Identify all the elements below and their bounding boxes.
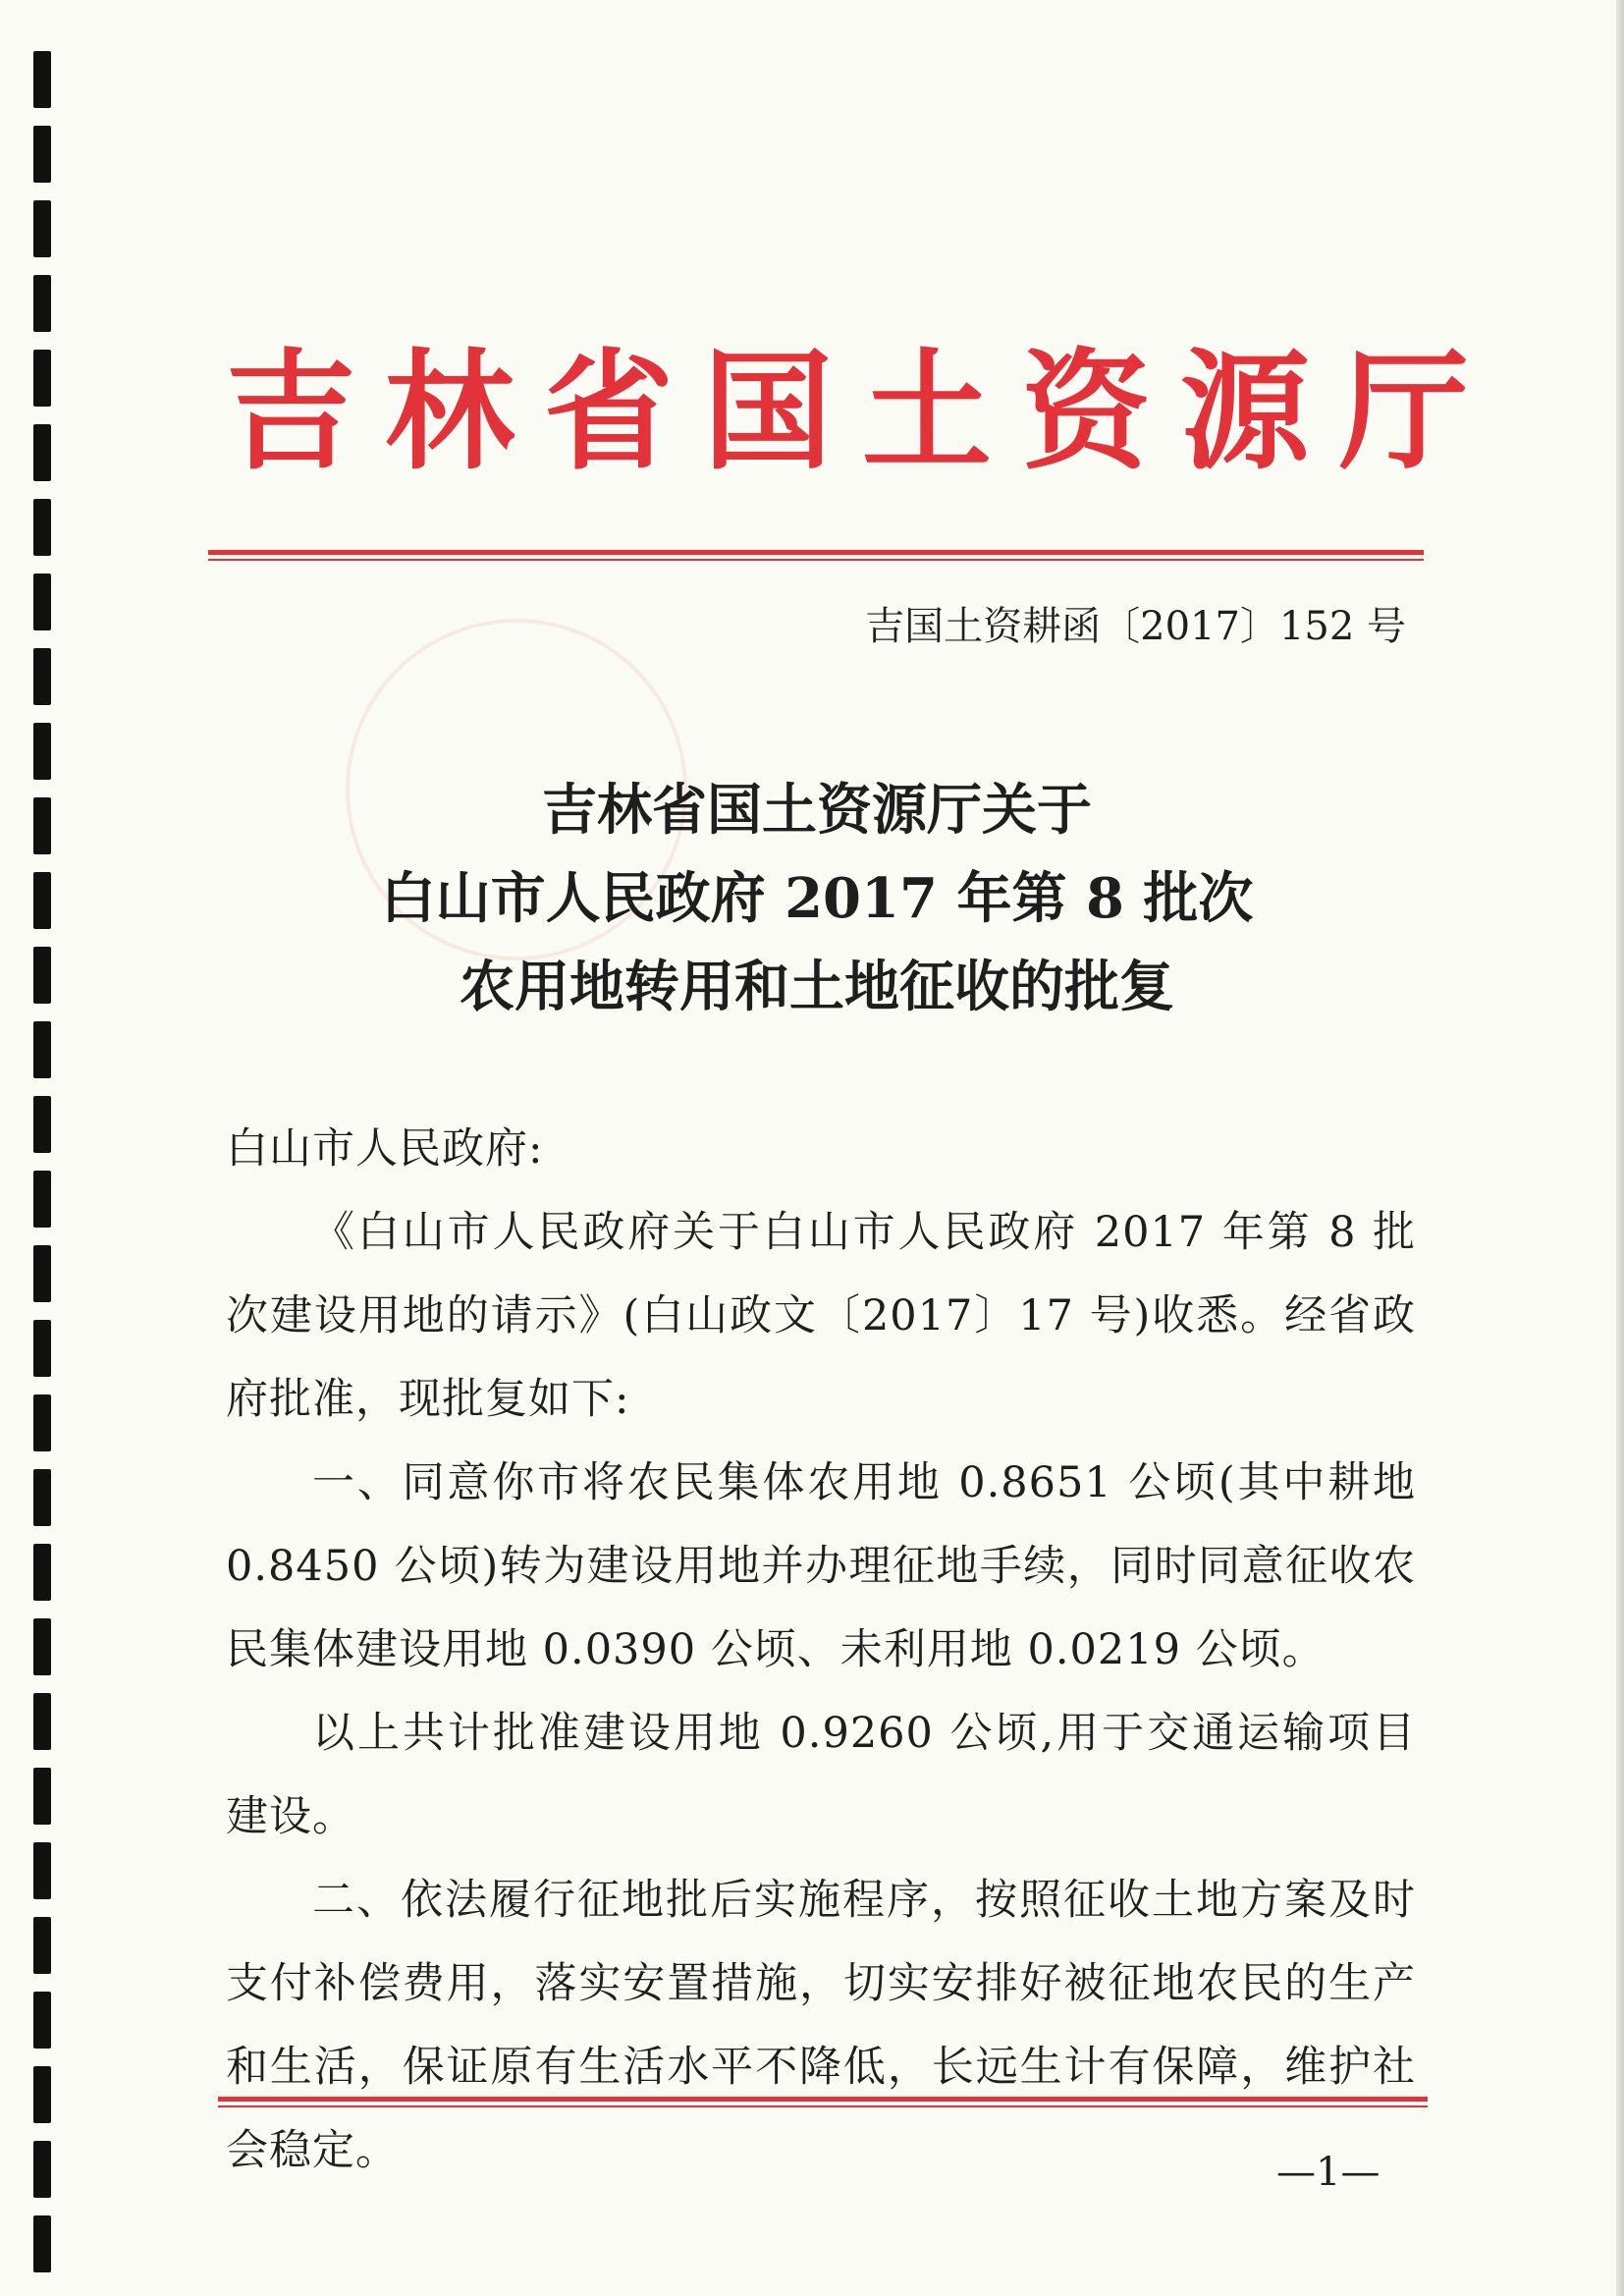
paragraph-request-received: 《白山市人民政府关于白山市人民政府 2017 年第 8 批次建设用地的请示》(白山政文〔2017〕17 号)收悉。经省政府批准，现批复如下: <box>226 1208 1416 1424</box>
masthead-red-rule <box>208 550 1424 562</box>
masthead-title: 吉林省国土资源厅 <box>226 336 1498 488</box>
title-line-1: 吉林省国土资源厅关于 <box>542 778 1092 843</box>
paragraph-approval-item-2: 二、依法履行征地批后实施程序，按照征收土地方案及时支付补偿费用，落实安置措施，切实安排好被征地农民的生产和生活，保证原有生活水平不降低，长远生计有保障，维护社会稳定。 <box>226 1876 1416 2175</box>
document-title <box>228 766 1406 1031</box>
page-edge-shadow <box>1616 0 1624 2296</box>
document-number: 吉国土资耕函〔2017〕152 号 <box>865 604 1406 649</box>
salutation: 白山市人民政府: <box>226 1124 544 1174</box>
paragraph-total-approved: 以上共计批准建设用地 0.9260 公顷,用于交通运输项目建设。 <box>226 1709 1416 1841</box>
title-line-2: 白山市人民政府 2017 年第 8 批次 <box>380 866 1254 931</box>
page-number: —1— <box>1276 2150 1380 2195</box>
title-line-3: 农用地转用和土地征收的批复 <box>460 955 1174 1019</box>
document-body <box>226 1108 1416 2193</box>
footer-red-rule <box>218 2097 1428 2108</box>
paragraph-approval-item-1: 一、同意你市将农民集体农用地 0.8651 公顷(其中耕地 0.8450 公顷)转为建设用地并办理征地手续，同时同意征收农民集体建设用地 0.0390 公顷、未利用地 0.0219 公顷。 <box>226 1458 1416 1674</box>
binding-marks <box>33 0 51 2296</box>
